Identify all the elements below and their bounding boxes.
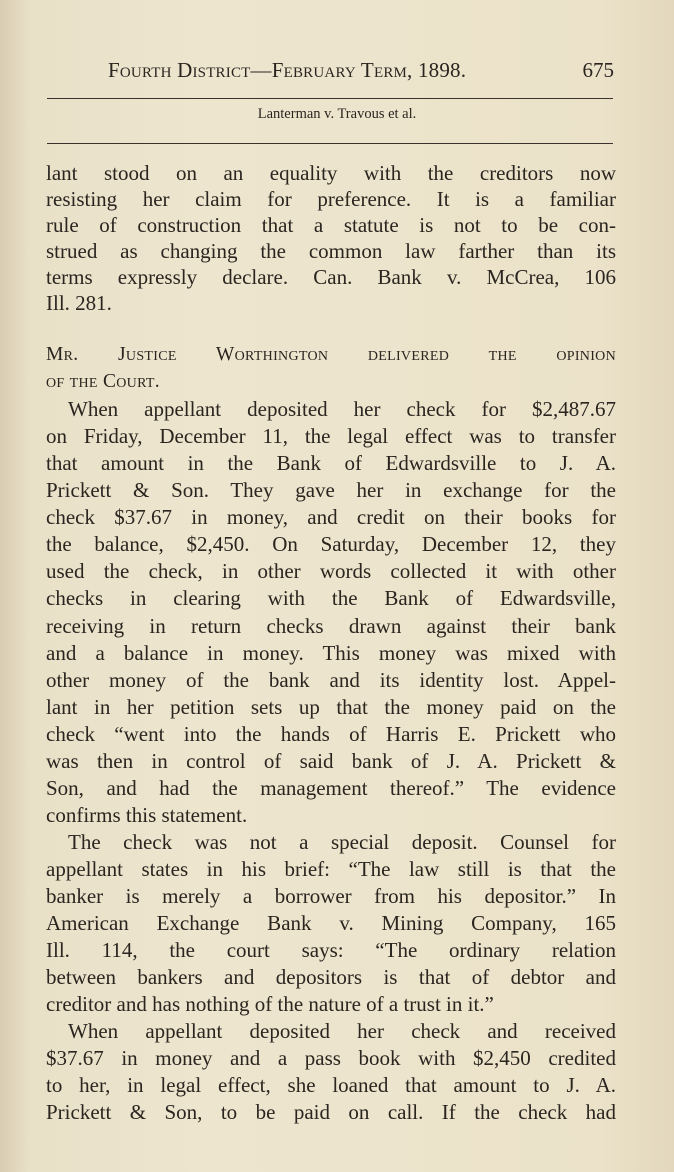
line-text: between bankers and depositors is that of debtor and <box>46 965 616 990</box>
text-line <box>46 1018 616 1044</box>
text-line <box>46 829 616 855</box>
text-line <box>46 212 616 238</box>
line-text: was then in control of said bank of J. A. Prickett & <box>46 748 616 773</box>
line-text: used the check, in other words collected it with other <box>46 559 616 584</box>
text-line <box>46 160 616 186</box>
text-line <box>46 450 616 476</box>
line-text: lant in her petition sets up that the money paid on the <box>46 694 616 719</box>
text-line <box>46 1072 616 1098</box>
line-text: on Friday, December 11, the legal effect was to transfer <box>46 424 616 449</box>
text-line <box>46 640 616 666</box>
line-text: of the Court. <box>46 371 160 393</box>
line-text: Ill. 114, the court says: “The ordinary relation <box>46 938 616 963</box>
running-title: Fourth District—February Term, 1898. <box>108 58 467 82</box>
line-text: When appellant deposited her check for $2,487.67 <box>68 397 616 422</box>
line-text: Prickett & Son, to be paid on call. If the check had <box>46 1100 616 1125</box>
text-line <box>46 396 616 422</box>
text-line <box>46 883 616 909</box>
opinion-heading-line <box>46 369 616 395</box>
line-text: appellant states in his brief: “The law still is that the <box>46 856 616 881</box>
line-text: American Exchange Bank v. Mining Company, 165 <box>46 911 616 936</box>
line-text: resisting her claim for preference. It is a familiar <box>46 187 616 211</box>
line-text: other money of the bank and its identity lost. Appel- <box>46 667 616 692</box>
text-line <box>46 694 616 720</box>
text-line <box>46 667 616 693</box>
line-text: lant stood on an equality with the creditors now <box>46 161 616 185</box>
line-text: checks in clearing with the Bank of Edwardsville, <box>46 586 616 611</box>
line-text: receiving in return checks drawn against their bank <box>46 613 616 638</box>
text-line <box>46 856 616 882</box>
text-line <box>46 186 616 212</box>
header-rule-top <box>47 98 613 99</box>
line-text: the balance, $2,450. On Saturday, December 12, they <box>46 532 616 557</box>
text-line <box>46 613 616 639</box>
text-line <box>46 504 616 530</box>
line-text: When appellant deposited her check and received <box>68 1019 616 1044</box>
line-text: creditor and has nothing of the nature of a trust in it.” <box>46 992 494 1017</box>
text-line <box>46 775 616 801</box>
line-text: Prickett & Son. They gave her in exchange for the <box>46 478 616 503</box>
text-line <box>46 531 616 557</box>
text-line <box>46 1099 616 1125</box>
line-text: confirms this statement. <box>46 802 248 827</box>
line-text: $37.67 in money and a pass book with $2,450 credited <box>46 1046 616 1071</box>
line-text: and a balance in money. This money was mixed with <box>46 640 616 665</box>
line-text: to her, in legal effect, she loaned that amount to J. A. <box>46 1073 616 1098</box>
line-text: banker is merely a borrower from his depositor.” In <box>46 884 616 908</box>
line-text: rule of construction that a statute is not to be con- <box>46 213 616 237</box>
line-text: Son, and had the management thereof.” The evidence <box>46 775 616 800</box>
text-line <box>46 802 616 828</box>
text-line <box>46 585 616 611</box>
line-text: check $37.67 in money, and credit on their books for <box>46 505 616 530</box>
line-text: check “went into the hands of Harris E. Prickett who <box>46 721 616 746</box>
header-rule-bottom <box>47 143 613 144</box>
text-line <box>46 721 616 747</box>
text-line <box>46 477 616 503</box>
text-line <box>46 964 616 990</box>
line-text: terms expressly declare. Can. Bank v. McCrea, 106 <box>46 265 616 289</box>
opinion-heading-line <box>46 342 616 368</box>
text-line <box>46 264 616 290</box>
line-text: strued as changing the common law farther than its <box>46 239 616 263</box>
page-number: 675 <box>582 58 614 82</box>
text-line <box>46 748 616 774</box>
line-text: that amount in the Bank of Edwardsville to J. A. <box>46 451 616 476</box>
text-line <box>46 910 616 936</box>
text-line <box>46 238 616 264</box>
text-line <box>46 423 616 449</box>
text-line <box>46 290 616 316</box>
running-head <box>108 58 614 83</box>
line-text: Ill. 281. <box>46 291 112 315</box>
case-title: Lanterman v. Travous et al. <box>257 106 417 122</box>
text-line <box>46 937 616 963</box>
text-line <box>46 991 616 1017</box>
line-text: The check was not a special deposit. Counsel for <box>68 829 616 854</box>
text-line <box>46 558 616 584</box>
line-text: Mr. Justice Worthington delivered the opinion <box>46 344 616 365</box>
text-line <box>46 1045 616 1071</box>
